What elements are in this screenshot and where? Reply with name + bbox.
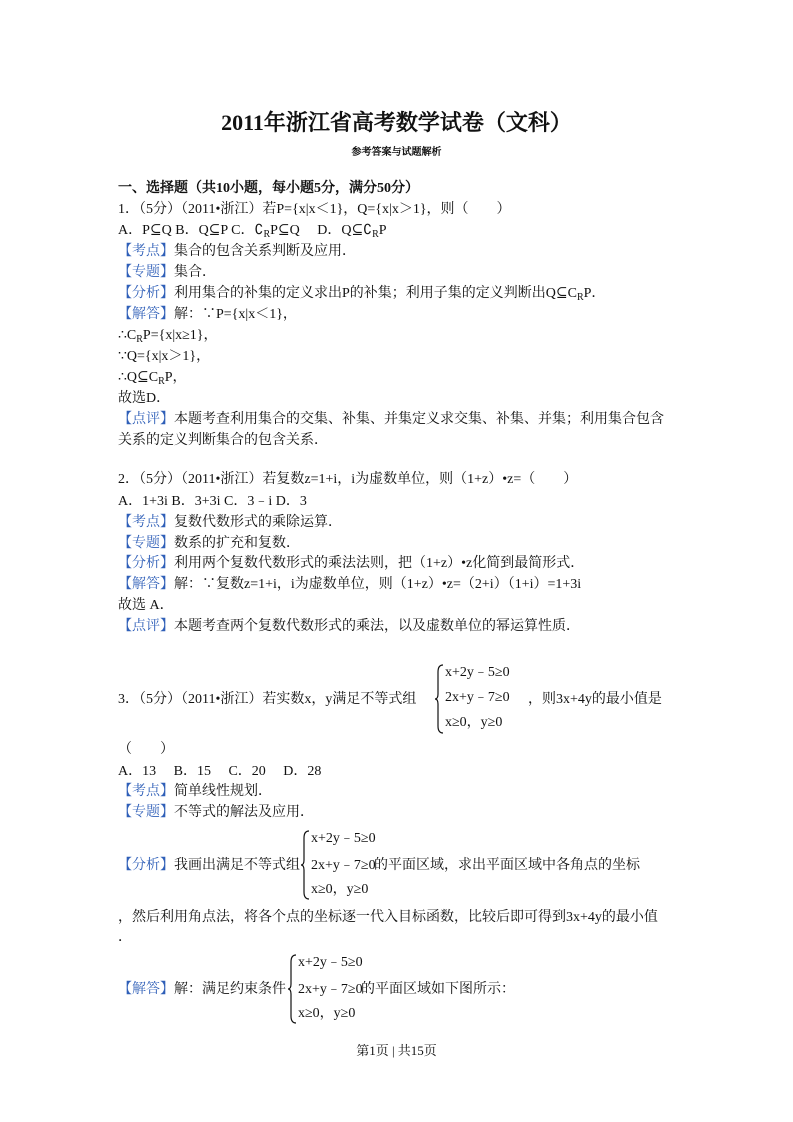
q1-zhuanti: 【专题】集合． [118,265,216,280]
inequality: x≥0，y≥0 [311,882,369,897]
q2-dianping: 【点评】本题考查两个复数代数形式的乘法，以及虚数单位的幂运算性质． [118,619,580,634]
q1-dianping-cont: 关系的定义判断集合的包含关系． [118,433,328,448]
q3-fenxi-post: 的平面区域，求出平面区域中各角点的坐标 [374,858,640,873]
page-subtitle: 参考答案与试题解析 [351,147,442,158]
page-footer: 第1页 | 共15页 [356,1043,437,1058]
label-kaodian: 【考点】 [118,244,174,259]
q2-kaodian: 【考点】复数代数形式的乘除运算． [118,515,342,530]
q3-fenxi-dot: ． [118,930,132,945]
inequality: x+2y﹣5≥0 [298,955,363,970]
q3-jieda: 【解答】解：满足约束条件 [118,982,286,997]
q3-options: A．13 B．15 C．20 D．28 [118,764,322,779]
inequality: x+2y﹣5≥0 [311,831,376,846]
q2-result: 故选 A． [118,598,174,613]
label-zhuanti: 【专题】 [118,265,174,280]
q1-fenxi: 【分析】利用集合的补集的定义求出P的补集；利用子集的定义判断出$Q⊆C_RP$． [118,286,606,303]
q2-fenxi: 【分析】利用两个复数代数形式的乘法法则，把（1+z）•z化简到最简形式． [118,556,585,571]
q1-step: $\therefore Q⊆C_RP$， [118,370,187,387]
inequality: 2x+y﹣7≥0 [445,690,510,705]
q3-stem-pre: 3．（5分）（2011•浙江）若实数x，y满足不等式组 [118,692,417,707]
q3-stem-post: ，则3x+4y的最小值是 [528,692,662,707]
brace-icon [434,664,444,734]
inequality: x≥0，y≥0 [445,715,503,730]
q3-fenxi-cont: ，然后利用角点法，将各个点的坐标逐一代入目标函数，比较后即可得到3x+4y的最小值 [118,910,658,925]
q1-dianping: 【点评】本题考查利用集合的交集、补集、并集定义求交集、补集、并集；利用集合包含 [118,412,664,427]
inequality: x+2y﹣5≥0 [445,665,510,680]
label-fenxi: 【分析】 [118,286,174,301]
q2-jieda: 【解答】解：∵复数z=1+i，i为虚数单位，则（1+z）•z=（2+i）（1+i）=1+3i [118,577,582,592]
inequality: 2x+y﹣7≥0 [298,982,363,997]
inequality: 2x+y﹣7≥0 [311,858,376,873]
q2-zhuanti: 【专题】数系的扩充和复数． [118,536,300,551]
inequality: x≥0，y≥0 [298,1006,356,1021]
q1-step: $\therefore C_RP=\{x|x\ge 1\}$， [118,328,218,345]
q3-zhuanti: 【专题】不等式的解法及应用． [118,805,314,820]
q3-paren: （ ） [118,742,174,757]
section-heading: 一、选择题（共10小题，每小题5分，满分50分） [118,181,419,196]
q1-jieda: 【解答】解：∵P={x|x＜1}， [118,307,297,322]
brace-icon [287,954,297,1024]
q1-stem: 1．（5分）（2011•浙江）若P={x|x＜1}，Q={x|x＞1}，则（ ） [118,202,511,217]
label-jieda: 【解答】 [118,307,174,322]
q2-stem: 2．（5分）（2011•浙江）若复数z=1+i，i为虚数单位，则（1+z）•z=（ ） [118,472,578,487]
q2-options: A．1+3i B．3+3i C．3﹣i D．3 [118,494,307,509]
q1-step: 故选D． [118,391,171,406]
q3-kaodian: 【考点】简单线性规划． [118,784,272,799]
label-dianping: 【点评】 [118,412,174,427]
q1-kaodian: 【考点】集合的包含关系判断及应用． [118,244,356,259]
q1-step: ∵Q={x|x＞1}， [118,349,211,364]
q1-options: A．P⊆Q B．Q⊆P C．$∁_RP⊆Q$ D．$Q⊆∁_RP$ [118,223,387,240]
brace-icon [300,830,310,900]
page-title: 2011年浙江省高考数学试卷（文科） [221,110,572,135]
q3-fenxi: 【分析】我画出满足不等式组 [118,858,300,873]
q3-jieda-post: 的平面区域如下图所示： [361,982,515,997]
